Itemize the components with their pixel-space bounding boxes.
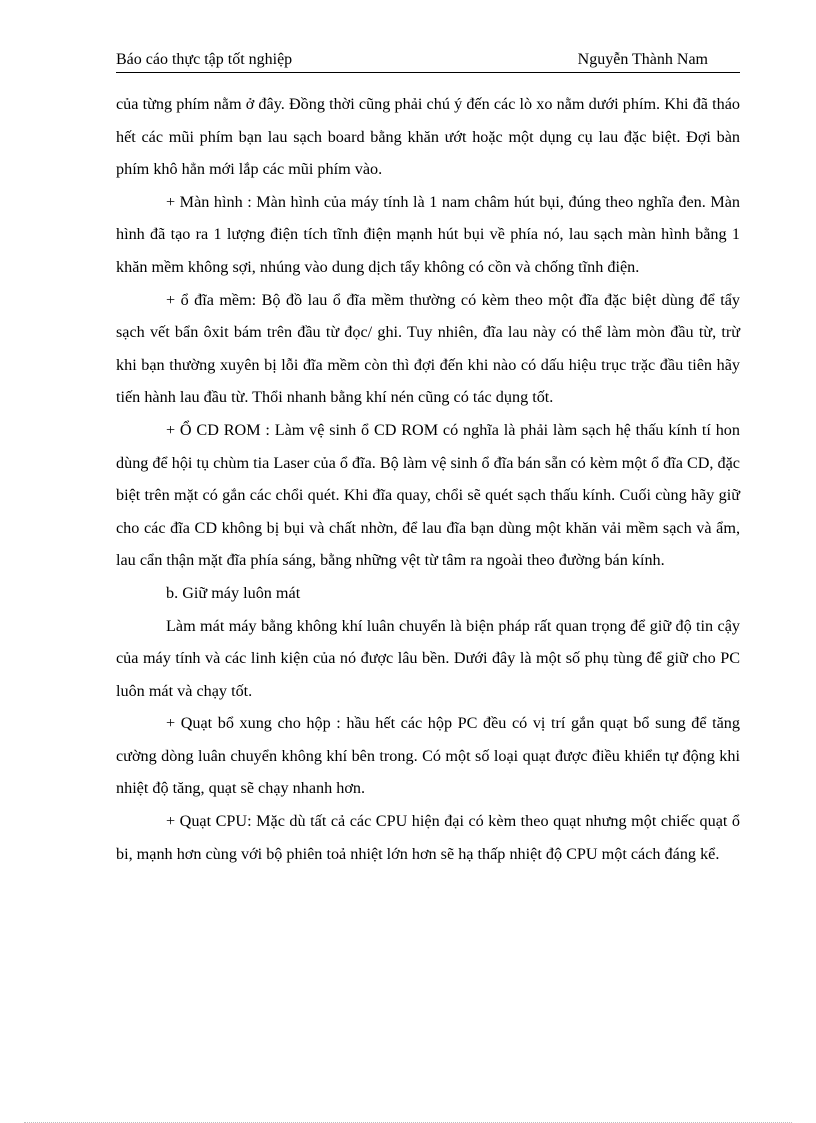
paragraph-cpu-fan: + Quạt CPU: Mặc dù tất cả các CPU hiện đại có kèm theo quạt nhưng một chiếc quạt ổ bi, mạnh hơn cùng với bộ phiên toả nhiệt lớn hơn sẽ hạ thấp nhiệt độ CPU một cách đáng kể. [116, 812, 740, 863]
report-title: Báo cáo thực tập tốt nghiệp [116, 51, 293, 68]
author-name: Nguyễn Thành Nam [577, 51, 708, 68]
paragraph-cooling-intro: Làm mát máy bằng không khí luân chuyển là biện pháp rất quan trọng để giữ độ tin cậy của máy tính và các linh kiện của nó được lâu bền. Dưới đây là một số phụ tùng để giữ cho PC luôn mát và chạy tốt. [116, 616, 740, 700]
page-header [116, 50, 740, 73]
paragraph-cd-rom: + Ổ CD ROM : Làm vệ sinh ổ CD ROM có nghĩa là phải làm sạch hệ thấu kính tí hon dùng để hội tụ chùm tia Laser của ổ đĩa. Bộ làm vệ sinh ổ đĩa bán sẵn có kèm một ổ đĩa CD, đặc biệt trên mặt có gắn các chổi quét. Khi đĩa quay, chổi sẽ quét sạch thấu kính. Cuối cùng hãy giữ cho các đĩa CD không bị bụi và chất nhờn, để lau đĩa bạn dùng một khăn vải mềm sạch và ẩm, lau cẩn thận mặt đĩa phía sáng, bằng những vệt từ tâm ra ngoài theo đường bán kính. [116, 420, 740, 570]
paragraph-keyboard-continued: của từng phím nằm ở đây. Đồng thời cũng phải chú ý đến các lò xo nằm dưới phím. Khi đã tháo hết các mũi phím bạn lau sạch board bằng khăn ướt hoặc một dụng cụ lau đặc biệt. Đợi bàn phím khô hẳn mới lắp các mũi phím vào. [116, 95, 740, 179]
paragraph-monitor: + Màn hình : Màn hình của máy tính là 1 nam châm hút bụi, đúng theo nghĩa đen. Màn hình đã tạo ra 1 lượng điện tích tĩnh điện mạnh hút bụi về phía nó, lau sạch màn hình bằng 1 khăn mềm không sợi, nhúng vào dung dịch tẩy không có cồn và chống tĩnh điện. [116, 192, 740, 276]
paragraph-floppy-drive: + ổ đĩa mềm: Bộ đồ lau ổ đĩa mềm thường có kèm theo một đĩa đặc biệt dùng để tẩy sạch vết bẩn ôxit bám trên đầu từ đọc/ ghi. Tuy nhiên, đĩa lau này có thể làm mòn đầu từ, trừ khi bạn thường xuyên bị lỗi đĩa mềm còn thì đợi đến khi nào có dấu hiệu trục trặc đầu tiên hãy tiến hành lau đầu từ. Thổi nhanh bằng khí nén cũng có tác dụng tốt. [116, 290, 740, 407]
document-body [116, 88, 740, 870]
paragraph-case-fan: + Quạt bổ xung cho hộp : hầu hết các hộp PC đều có vị trí gắn quạt bổ sung để tăng cường dòng luân chuyển không khí bên trong. Có một số loại quạt được điều khiển tự động khi nhiệt độ tăng, quạt sẽ chạy nhanh hơn. [116, 714, 740, 798]
section-heading-keep-cool: b. Giữ máy luôn mát [166, 583, 301, 602]
